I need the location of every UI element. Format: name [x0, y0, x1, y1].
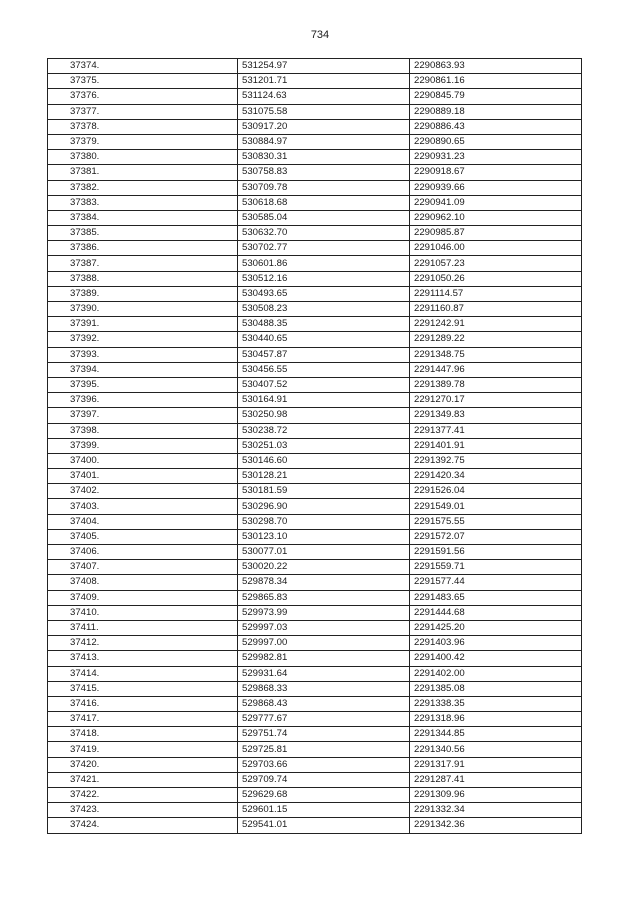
y-coordinate-cell: 2290861.16: [410, 74, 582, 89]
y-coordinate-cell: 2291332.34: [410, 803, 582, 818]
table-row: [48, 484, 582, 499]
point-number-cell: 37390.: [48, 302, 238, 317]
y-coordinate-cell: 2291420.34: [410, 469, 582, 484]
table-row: [48, 241, 582, 256]
x-coordinate-cell: 530488.35: [238, 317, 410, 332]
y-coordinate-cell: 2290845.79: [410, 89, 582, 104]
point-number-cell: 37391.: [48, 317, 238, 332]
x-coordinate-cell: 530128.21: [238, 469, 410, 484]
table-row: [48, 195, 582, 210]
point-number-cell: 37417.: [48, 712, 238, 727]
x-coordinate-cell: 529709.74: [238, 772, 410, 787]
y-coordinate-cell: 2291444.68: [410, 605, 582, 620]
table-row: [48, 636, 582, 651]
x-coordinate-cell: 529931.64: [238, 666, 410, 681]
point-number-cell: 37418.: [48, 727, 238, 742]
x-coordinate-cell: 531254.97: [238, 59, 410, 74]
x-coordinate-cell: 529541.01: [238, 818, 410, 833]
y-coordinate-cell: 2291591.56: [410, 545, 582, 560]
point-number-cell: 37403.: [48, 499, 238, 514]
y-coordinate-cell: 2291402.00: [410, 666, 582, 681]
x-coordinate-cell: 529725.81: [238, 742, 410, 757]
point-number-cell: 37392.: [48, 332, 238, 347]
table-row: [48, 332, 582, 347]
x-coordinate-cell: 529777.67: [238, 712, 410, 727]
x-coordinate-cell: 530457.87: [238, 347, 410, 362]
table-row: [48, 74, 582, 89]
x-coordinate-cell: 530493.65: [238, 286, 410, 301]
y-coordinate-cell: 2291425.20: [410, 620, 582, 635]
table-row: [48, 438, 582, 453]
y-coordinate-cell: 2291317.91: [410, 757, 582, 772]
point-number-cell: 37378.: [48, 119, 238, 134]
y-coordinate-cell: 2291526.04: [410, 484, 582, 499]
x-coordinate-cell: 530601.86: [238, 256, 410, 271]
y-coordinate-cell: 2291349.83: [410, 408, 582, 423]
point-number-cell: 37411.: [48, 620, 238, 635]
y-coordinate-cell: 2291114.57: [410, 286, 582, 301]
x-coordinate-cell: 530123.10: [238, 529, 410, 544]
table-row: [48, 818, 582, 833]
y-coordinate-cell: 2290918.67: [410, 165, 582, 180]
x-coordinate-cell: 530632.70: [238, 226, 410, 241]
table-row: [48, 453, 582, 468]
point-number-cell: 37384.: [48, 210, 238, 225]
point-number-cell: 37385.: [48, 226, 238, 241]
y-coordinate-cell: 2291344.85: [410, 727, 582, 742]
table-row: [48, 134, 582, 149]
x-coordinate-cell: 530146.60: [238, 453, 410, 468]
x-coordinate-cell: 529868.33: [238, 681, 410, 696]
table-row: [48, 514, 582, 529]
x-coordinate-cell: 530758.83: [238, 165, 410, 180]
point-number-cell: 37399.: [48, 438, 238, 453]
y-coordinate-cell: 2291377.41: [410, 423, 582, 438]
point-number-cell: 37375.: [48, 74, 238, 89]
table-row: [48, 408, 582, 423]
coordinates-table-body: [48, 59, 582, 834]
y-coordinate-cell: 2291447.96: [410, 362, 582, 377]
y-coordinate-cell: 2291392.75: [410, 453, 582, 468]
table-row: [48, 712, 582, 727]
table-row: [48, 423, 582, 438]
y-coordinate-cell: 2290931.23: [410, 150, 582, 165]
x-coordinate-cell: 531075.58: [238, 104, 410, 119]
point-number-cell: 37415.: [48, 681, 238, 696]
table-row: [48, 347, 582, 362]
point-number-cell: 37388.: [48, 271, 238, 286]
x-coordinate-cell: 531201.71: [238, 74, 410, 89]
x-coordinate-cell: 530407.52: [238, 377, 410, 392]
y-coordinate-cell: 2291057.23: [410, 256, 582, 271]
x-coordinate-cell: 530830.31: [238, 150, 410, 165]
table-row: [48, 104, 582, 119]
table-row: [48, 590, 582, 605]
table-row: [48, 681, 582, 696]
table-row: [48, 362, 582, 377]
table-row: [48, 393, 582, 408]
point-number-cell: 37402.: [48, 484, 238, 499]
point-number-cell: 37408.: [48, 575, 238, 590]
x-coordinate-cell: 530618.68: [238, 195, 410, 210]
point-number-cell: 37410.: [48, 605, 238, 620]
point-number-cell: 37422.: [48, 788, 238, 803]
table-row: [48, 150, 582, 165]
point-number-cell: 37401.: [48, 469, 238, 484]
x-coordinate-cell: 530298.70: [238, 514, 410, 529]
table-row: [48, 119, 582, 134]
point-number-cell: 37396.: [48, 393, 238, 408]
x-coordinate-cell: 529868.43: [238, 696, 410, 711]
y-coordinate-cell: 2291160.87: [410, 302, 582, 317]
x-coordinate-cell: 529973.99: [238, 605, 410, 620]
y-coordinate-cell: 2291242.91: [410, 317, 582, 332]
x-coordinate-cell: 530884.97: [238, 134, 410, 149]
y-coordinate-cell: 2290889.18: [410, 104, 582, 119]
point-number-cell: 37389.: [48, 286, 238, 301]
x-coordinate-cell: 529982.81: [238, 651, 410, 666]
point-number-cell: 37404.: [48, 514, 238, 529]
table-row: [48, 620, 582, 635]
x-coordinate-cell: 529601.15: [238, 803, 410, 818]
x-coordinate-cell: 529629.68: [238, 788, 410, 803]
point-number-cell: 37405.: [48, 529, 238, 544]
table-row: [48, 605, 582, 620]
y-coordinate-cell: 2290941.09: [410, 195, 582, 210]
point-number-cell: 37379.: [48, 134, 238, 149]
y-coordinate-cell: 2291403.96: [410, 636, 582, 651]
x-coordinate-cell: 529878.34: [238, 575, 410, 590]
table-row: [48, 469, 582, 484]
point-number-cell: 37409.: [48, 590, 238, 605]
table-row: [48, 89, 582, 104]
y-coordinate-cell: 2291385.08: [410, 681, 582, 696]
x-coordinate-cell: 530440.65: [238, 332, 410, 347]
x-coordinate-cell: 530238.72: [238, 423, 410, 438]
x-coordinate-cell: 530181.59: [238, 484, 410, 499]
point-number-cell: 37400.: [48, 453, 238, 468]
table-row: [48, 803, 582, 818]
x-coordinate-cell: 530585.04: [238, 210, 410, 225]
x-coordinate-cell: 530709.78: [238, 180, 410, 195]
table-row: [48, 772, 582, 787]
point-number-cell: 37407.: [48, 560, 238, 575]
table-row: [48, 545, 582, 560]
table-row: [48, 226, 582, 241]
table-row: [48, 575, 582, 590]
point-number-cell: 37387.: [48, 256, 238, 271]
table-row: [48, 317, 582, 332]
x-coordinate-cell: 529997.03: [238, 620, 410, 635]
x-coordinate-cell: 530077.01: [238, 545, 410, 560]
x-coordinate-cell: 529703.66: [238, 757, 410, 772]
point-number-cell: 37412.: [48, 636, 238, 651]
point-number-cell: 37424.: [48, 818, 238, 833]
table-row: [48, 696, 582, 711]
point-number-cell: 37421.: [48, 772, 238, 787]
x-coordinate-cell: 529865.83: [238, 590, 410, 605]
point-number-cell: 37398.: [48, 423, 238, 438]
x-coordinate-cell: 530508.23: [238, 302, 410, 317]
x-coordinate-cell: 530917.20: [238, 119, 410, 134]
point-number-cell: 37374.: [48, 59, 238, 74]
table-row: [48, 727, 582, 742]
y-coordinate-cell: 2291483.65: [410, 590, 582, 605]
x-coordinate-cell: 529751.74: [238, 727, 410, 742]
point-number-cell: 37414.: [48, 666, 238, 681]
y-coordinate-cell: 2291289.22: [410, 332, 582, 347]
coordinates-table: [47, 58, 582, 834]
y-coordinate-cell: 2290863.93: [410, 59, 582, 74]
point-number-cell: 37423.: [48, 803, 238, 818]
x-coordinate-cell: 530456.55: [238, 362, 410, 377]
table-row: [48, 256, 582, 271]
point-number-cell: 37383.: [48, 195, 238, 210]
table-row: [48, 59, 582, 74]
table-row: [48, 788, 582, 803]
point-number-cell: 37416.: [48, 696, 238, 711]
y-coordinate-cell: 2291577.44: [410, 575, 582, 590]
y-coordinate-cell: 2291270.17: [410, 393, 582, 408]
table-row: [48, 666, 582, 681]
y-coordinate-cell: 2291559.71: [410, 560, 582, 575]
point-number-cell: 37406.: [48, 545, 238, 560]
y-coordinate-cell: 2291401.91: [410, 438, 582, 453]
y-coordinate-cell: 2291046.00: [410, 241, 582, 256]
table-row: [48, 286, 582, 301]
y-coordinate-cell: 2290962.10: [410, 210, 582, 225]
point-number-cell: 37420.: [48, 757, 238, 772]
point-number-cell: 37413.: [48, 651, 238, 666]
x-coordinate-cell: 531124.63: [238, 89, 410, 104]
table-row: [48, 302, 582, 317]
table-row: [48, 499, 582, 514]
table-row: [48, 757, 582, 772]
y-coordinate-cell: 2291572.07: [410, 529, 582, 544]
y-coordinate-cell: 2290985.87: [410, 226, 582, 241]
point-number-cell: 37386.: [48, 241, 238, 256]
y-coordinate-cell: 2291549.01: [410, 499, 582, 514]
point-number-cell: 37419.: [48, 742, 238, 757]
table-row: [48, 651, 582, 666]
table-row: [48, 271, 582, 286]
table-row: [48, 742, 582, 757]
x-coordinate-cell: 530020.22: [238, 560, 410, 575]
table-row: [48, 377, 582, 392]
table-row: [48, 180, 582, 195]
y-coordinate-cell: 2291400.42: [410, 651, 582, 666]
point-number-cell: 37382.: [48, 180, 238, 195]
y-coordinate-cell: 2291342.36: [410, 818, 582, 833]
table-row: [48, 165, 582, 180]
point-number-cell: 37395.: [48, 377, 238, 392]
y-coordinate-cell: 2291287.41: [410, 772, 582, 787]
page-number: 734: [310, 29, 330, 41]
table-row: [48, 560, 582, 575]
x-coordinate-cell: 530296.90: [238, 499, 410, 514]
point-number-cell: 37380.: [48, 150, 238, 165]
y-coordinate-cell: 2290890.65: [410, 134, 582, 149]
x-coordinate-cell: 530251.03: [238, 438, 410, 453]
y-coordinate-cell: 2291050.26: [410, 271, 582, 286]
y-coordinate-cell: 2291575.55: [410, 514, 582, 529]
table-row: [48, 529, 582, 544]
y-coordinate-cell: 2291318.96: [410, 712, 582, 727]
y-coordinate-cell: 2290939.66: [410, 180, 582, 195]
y-coordinate-cell: 2291340.56: [410, 742, 582, 757]
point-number-cell: 37377.: [48, 104, 238, 119]
x-coordinate-cell: 530702.77: [238, 241, 410, 256]
y-coordinate-cell: 2291348.75: [410, 347, 582, 362]
table-row: [48, 210, 582, 225]
point-number-cell: 37397.: [48, 408, 238, 423]
x-coordinate-cell: 530250.98: [238, 408, 410, 423]
x-coordinate-cell: 529997.00: [238, 636, 410, 651]
y-coordinate-cell: 2290886.43: [410, 119, 582, 134]
point-number-cell: 37381.: [48, 165, 238, 180]
point-number-cell: 37394.: [48, 362, 238, 377]
y-coordinate-cell: 2291338.35: [410, 696, 582, 711]
point-number-cell: 37393.: [48, 347, 238, 362]
point-number-cell: 37376.: [48, 89, 238, 104]
y-coordinate-cell: 2291309.96: [410, 788, 582, 803]
y-coordinate-cell: 2291389.78: [410, 377, 582, 392]
x-coordinate-cell: 530164.91: [238, 393, 410, 408]
x-coordinate-cell: 530512.16: [238, 271, 410, 286]
